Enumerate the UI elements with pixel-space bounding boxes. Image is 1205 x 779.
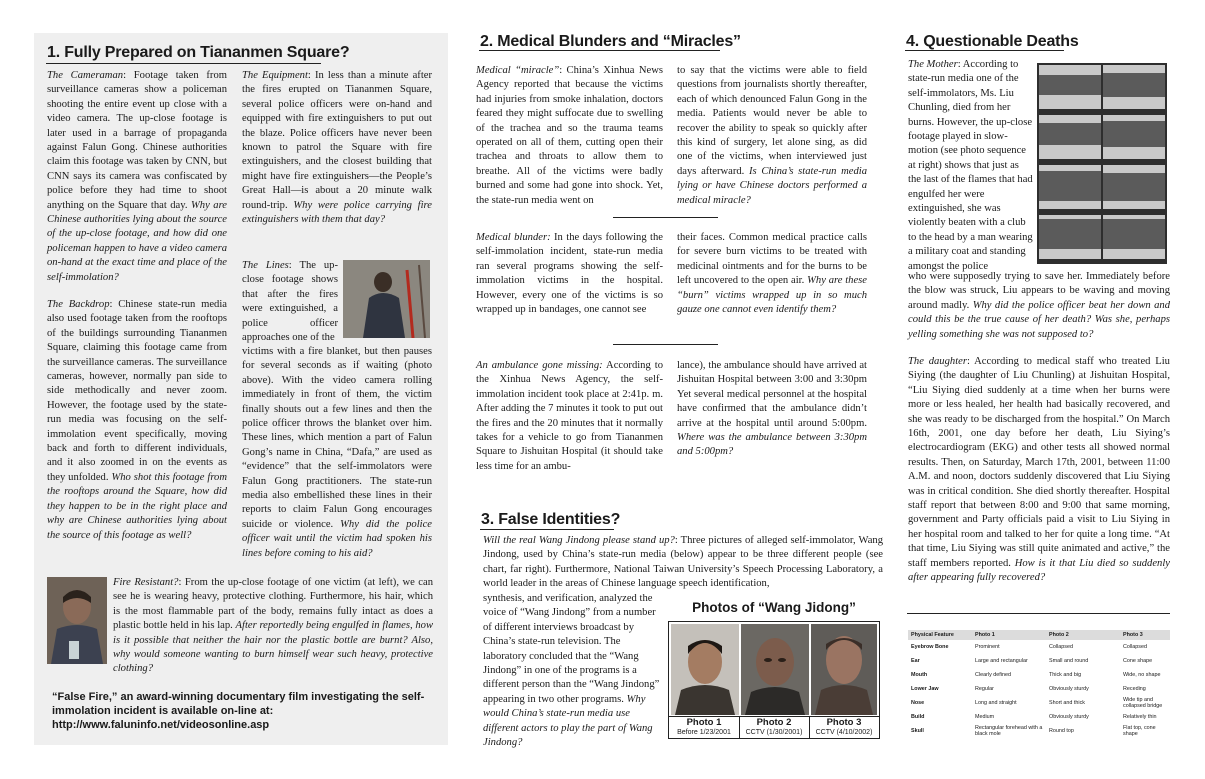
fire-resistant-lead: Fire Resistant? bbox=[113, 577, 179, 588]
mother-lead: The Mother bbox=[908, 59, 958, 70]
section4-title: 4. Questionable Deaths bbox=[906, 33, 1079, 50]
table-row bbox=[908, 696, 1170, 710]
wang-photo-1 bbox=[671, 624, 739, 715]
table-cell: Nose bbox=[911, 700, 925, 706]
documentary-footer: “False Fire,” an award-winning documentary film investigating the self-immolation incident is available on-line at: http://www.faluninfo.net/videosonline.asp bbox=[52, 691, 425, 731]
section2-divider-1 bbox=[613, 217, 718, 218]
mother-photo-sequence bbox=[1037, 63, 1167, 264]
miracle-paragraph-left: Medical “miracle”: China’s Xinhua News Agency reported that because the victims had injuries from smoke inhalation, doctors feared they might suffocate due to swelling of the trachea and so the trauma teams operated on all of them, cutting open their trachea and throats to allow them to breathe. All of the victims were badly burned and some had gone into shock. Yet, the state-run media went on bbox=[476, 65, 663, 206]
photo-1-caption bbox=[669, 717, 739, 737]
cameraman-question: Why are Chinese authorities lying about the source of the up-close footage, and how did one policeman happen to have a video camera on-hand at the exact time and place of the self-immolation? bbox=[47, 199, 228, 283]
backdrop-paragraph bbox=[47, 298, 227, 543]
table-cell: Collapsed bbox=[1049, 644, 1073, 650]
false-identities-question: Why would China’s state-run media use different actors to play the part of Wang Jindong? bbox=[483, 693, 653, 749]
section2-divider-2 bbox=[613, 344, 718, 345]
fire-resistant-question: After reportedly being engulfed in flames, how is it possible that neither the hair nor the plastic bottle are burnt? Also, why would someone wanting to burn himself wear such heavy, protective clothing? bbox=[113, 620, 434, 675]
lines-photo bbox=[343, 260, 430, 338]
section4-divider bbox=[907, 613, 1170, 614]
wang-photo-3 bbox=[811, 624, 877, 715]
section1-title-rule bbox=[46, 63, 321, 64]
section3-title-rule bbox=[480, 529, 614, 530]
equipment-lead: The Equipment bbox=[242, 70, 308, 81]
victim-burning-image bbox=[343, 260, 430, 338]
table-cell: Medium bbox=[975, 714, 995, 720]
table-cell: Clearly defined bbox=[975, 672, 1011, 678]
miracle-paragraph-right: to say that the victims were able to field questions from journalists shortly thereafter, each of which denounced Falun Gong in the media. Patients would never be able to recover the ability to speak so quickly after this kind of surgery, let alone sing, as did one of the victims, when interviewed just days afterward. Is China’s state-run media lying or have Chinese doctors performed a medical miracle? bbox=[677, 65, 867, 206]
photo-3-caption bbox=[809, 717, 879, 737]
photos-title: Photos of “Wang Jidong” bbox=[692, 600, 856, 615]
equipment-question: Why were police carrying fire extinguishers with them that day? bbox=[242, 199, 432, 226]
table-cell: Small and round bbox=[1049, 658, 1089, 664]
feature-comparison-table bbox=[908, 630, 1170, 738]
victim-closeup-image bbox=[47, 577, 107, 664]
table-row bbox=[908, 710, 1170, 724]
table-header: Photo 2 bbox=[1049, 632, 1069, 638]
table-cell: Regular bbox=[975, 686, 994, 692]
mother-paragraph-top: The Mother: According to state-run media one of the self-immolators, Ms. Liu Chunling, died from her burns. However, the up-close footage played in slow-motion (see photo sequence at right) shows that just as the last of the flames that had engulfed her were extinguished, she was violently beaten with a club to the head by a man wearing a military coat and standing amongst the police bbox=[908, 59, 1033, 272]
table-cell: Cone shape bbox=[1123, 658, 1153, 664]
photo-sequence-image bbox=[1037, 63, 1167, 264]
miracle-lead: Medical “miracle” bbox=[476, 65, 560, 76]
photo-1-date: Before 1/23/2001 bbox=[677, 729, 731, 736]
false-identities-intro: Will the real Wang Jindong please stand up?: Three pictures of alleged self-immolator, Wang Jindong, used by China’s state-run media (below) appear to be three different people (see chart, far right). Furthermore, National Taiwan University’s Speech Processing Laboratory, a world leader in the areas of Chinese language speech identification, bbox=[483, 535, 883, 590]
table-header: Photo 1 bbox=[975, 632, 995, 638]
table-cell: Eyebrow Bone bbox=[911, 644, 949, 650]
table-cell: Long and straight bbox=[975, 700, 1017, 706]
table-row bbox=[908, 654, 1170, 668]
portrait-3-image bbox=[811, 624, 877, 715]
table-cell: Thick and big bbox=[1049, 672, 1082, 678]
section2-title: 2. Medical Blunders and “Miracles” bbox=[480, 33, 741, 50]
photo-3-date: CCTV (4/10/2002) bbox=[815, 729, 873, 736]
table-cell: Obviously sturdy bbox=[1049, 714, 1089, 720]
table-cell: Short and thick bbox=[1049, 700, 1085, 706]
table-cell: Ear bbox=[911, 658, 920, 664]
ambulance-paragraph-right: lance), the ambulance should have arrived at Jishuitan Hospital between 3:00 and 3:30pm Yet several medical personnel at the hospital have confirmed that the ambulance didn’t arrive at the hospital until around 5:00pm. Where was the ambulance between 3:30pm and 5:00pm? bbox=[677, 360, 867, 458]
table-cell: Large and rectangular bbox=[975, 658, 1028, 664]
photo-3-label: Photo 3 bbox=[826, 717, 862, 728]
daughter-question: How is it that Liu died so suddenly after appearing fully recovered? bbox=[908, 557, 1170, 584]
table-row bbox=[908, 724, 1170, 738]
ambulance-question: Where was the ambulance between 3:30pm and 5:00pm? bbox=[677, 432, 867, 458]
cameraman-body: : Footage taken from surveillance cameras show a policeman shooting the entire event up close with a video camera. The up-close footage is later used in a barrage of propaganda against Falun Gong. Chinese authorities claim this footage was taken by CNN, but CNN says its camera was confiscated by police before they had time to shoot anything on the Square that day. bbox=[47, 70, 228, 211]
table-cell: Relatively thin bbox=[1123, 714, 1157, 720]
table-cell: Rectangular forehead with a black mole bbox=[975, 725, 1043, 737]
equipment-paragraph bbox=[242, 69, 432, 227]
section1-title: 1. Fully Prepared on Tiananmen Square? bbox=[47, 44, 350, 61]
backdrop-body: : Chinese state-run media also used footage taken from the rooftops of the buildings surrounding Tiananmen Square, claiming this footage came from the surveillance cameras. The surveillance cameras, however, normally pan side to side methodically and never zoom. However, the footage used by the state-run media was focusing on the self-immolation event specifically, moving back and forth to different individuals, and it also zoomed in on the events as they unfolded. bbox=[47, 299, 227, 483]
blunder-paragraph-right: their faces. Common medical practice calls for severe burn victims to be treated with medicinal ointments and for the burns to be left uncovered to the open air. Why are these “burn” victims wrapped up in so much gauze one cannot even identify them? bbox=[677, 232, 868, 316]
table-cell: Mouth bbox=[911, 672, 928, 678]
fire-resistant-body: : From the up-close footage of one victim (at left), we can see he is wearing heavy, protective clothing. Furthermore, his hair, which is the most flammable part of the body, remains fully intact as does a plastic bottle held in his lap. bbox=[113, 577, 433, 632]
lines-question: Why did the police officer wait until the victim had spoken his lines before coming to his aid? bbox=[242, 518, 432, 559]
mother-question: Why did the police officer beat her down and could this be the true cause of her death? Was she, perhaps yelling something she was not supposed to? bbox=[908, 299, 1170, 340]
wang-photos-box bbox=[668, 621, 880, 739]
fire-resistant-photo bbox=[47, 577, 107, 664]
false-identities-body: synthesis, and verification, analyzed the voice of “Wang Jindong” from a number of different interviews broadcast by China’s state-run television. The laboratory concluded that the “Wang Jindong” in one of the programs is a different person than the “Wang Jindong” appearing in two other programs. Why would China’s state-run media use different actors to play the part of Wang Jindong? bbox=[483, 593, 660, 749]
table-cell: Round top bbox=[1049, 728, 1074, 734]
table-cell: Wide tip and collapsed bridge bbox=[1123, 697, 1163, 709]
table-cell: Skull bbox=[911, 728, 924, 734]
photo-2-label: Photo 2 bbox=[756, 717, 792, 728]
daughter-lead: The daughter bbox=[908, 356, 967, 367]
table-header: Photo 3 bbox=[1123, 632, 1143, 638]
section4-title-rule bbox=[905, 50, 1064, 51]
table-row bbox=[908, 668, 1170, 682]
cameraman-paragraph bbox=[47, 69, 227, 285]
backdrop-question: Who shot this footage from the rooftops around the Square, how did they happen to be in the right place and why are Chinese authorities lying about the source of this footage as well? bbox=[47, 471, 227, 541]
section2-title-rule bbox=[479, 50, 720, 51]
portrait-2-image bbox=[741, 624, 809, 715]
lines-lead: The Lines bbox=[242, 260, 289, 271]
ambulance-paragraph-left: An ambulance gone missing: According to the Xinhua News Agency, the self-immolation incident took place at 2:41p. m. After adding the 7 minutes it took to put out the fires and the 20 minutes that it normally takes for a vehicle to go from Tiananmen Square to Jishuitan Hospital (it should take less time for an ambu- bbox=[476, 360, 663, 472]
table-cell: Collapsed bbox=[1123, 644, 1147, 650]
table-header: Physical Feature bbox=[911, 632, 954, 638]
lines-paragraph: victims with a fire blanket, but then pauses for several seconds as if waiting (photo above). With the video camera rolling immediately in front of them, the victim finally shouts out a few lines and then the police officer throws the blanket over him. These lines, which mention a part of Falun Gong’s name in China, “Dafa,” are used as “evidence” that the self-immolators were Falun Gong practitioners. The state-run media also embellished these lines in their reports to claim Falun Gong encourages suicide or violence. Why did the police officer wait until the victim had spoken his lines before coming to his aid? bbox=[242, 346, 432, 559]
table-cell: Build bbox=[911, 714, 925, 720]
photo-1-label: Photo 1 bbox=[686, 717, 722, 728]
portrait-1-image bbox=[671, 624, 739, 715]
false-identities-lead: Will the real Wang Jindong please stand up? bbox=[483, 535, 675, 546]
backdrop-lead: The Backdrop bbox=[47, 299, 110, 310]
lines-paragraph-top: The Lines: The up-close footage shows that after the fires were extinguished, a police officer approaches one of the bbox=[242, 260, 339, 344]
blunder-lead: Medical blunder: bbox=[476, 232, 551, 243]
equipment-body: : In less than a minute after the fires erupted on Tiananmen Square, several police officers were on-hand and equipped with fire extinguishers to put out the blaze. Police officers have never been known to patrol the Square with fire extinguishers, and the closest building that might have fire extinguishers—the People’s Great Hall—is about a 20 minute walk round-trip. bbox=[242, 70, 432, 211]
daughter-paragraph bbox=[908, 355, 1170, 586]
miracle-question: Is China’s state-run media lying or have Chinese doctors performed a medical miracle? bbox=[677, 165, 867, 206]
photo-2-caption bbox=[739, 717, 809, 737]
daughter-body: : According to medical staff who treated Liu Siying (the daughter of Liu Chunling) at Jishuitan Hospital, “Liu Siying died suddenly at a time when her burns were more or less healed, her health had basically recovered, and she was ready to be discharged from the hospital.” On March 16th, 2001, one day before her death, Liu Siying’s electrocardiogram (EKG) and other tests all showed normal results. Then, on Saturday, March 17th, 2001, between 11:00 A.M. and noon, doctors suddenly discovered that Liu Siying was in critical condition. She died shortly thereafter. Hospital staff report that between 8:00 and 9:00 that same morning, government and Party officials paid a visit to Liu Siying in her hospital room and talked to her for quite a long time. “At that time, Liu Siying was still quite animated and active,” the staff members reported. bbox=[908, 356, 1170, 569]
table-row bbox=[908, 682, 1170, 696]
table-cell: Prominent bbox=[975, 644, 1000, 650]
photo-2-date: CCTV (1/30/2001) bbox=[745, 729, 803, 736]
blunder-question: Why are these “burn” victims wrapped up in so much gauze one cannot even identify them? bbox=[677, 275, 868, 316]
blunder-paragraph-left: Medical blunder: In the days following the self-immolation incident, state-run media ran several programs showing the self-immolation victims in the hospital. However, every one of the victims is so wrapped up in bandages, one cannot see bbox=[476, 232, 663, 316]
ambulance-lead: An ambulance gone missing: bbox=[476, 360, 603, 371]
table-cell: Lower Jaw bbox=[911, 686, 939, 692]
mother-paragraph: who were supposedly trying to save her. Immediately before the blow was struck, Liu appears to be waving and moving around madly. Why did the police officer beat her down and could this be the true cause of her death? Was she, perhaps yelling something she was not supposed to? bbox=[908, 271, 1170, 340]
table-cell: Receding bbox=[1123, 686, 1146, 692]
wang-photo-2 bbox=[741, 624, 809, 715]
section3-title: 3. False Identities? bbox=[481, 511, 621, 528]
table-header-row bbox=[908, 630, 1170, 640]
table-row bbox=[908, 640, 1170, 654]
table-cell: Obviously sturdy bbox=[1049, 686, 1089, 692]
table-cell: Wide, no shape bbox=[1123, 672, 1161, 678]
table-cell: Flat top, cone shape bbox=[1123, 725, 1156, 737]
fire-resistant-paragraph bbox=[113, 576, 433, 677]
cameraman-lead: The Cameraman bbox=[47, 70, 124, 81]
